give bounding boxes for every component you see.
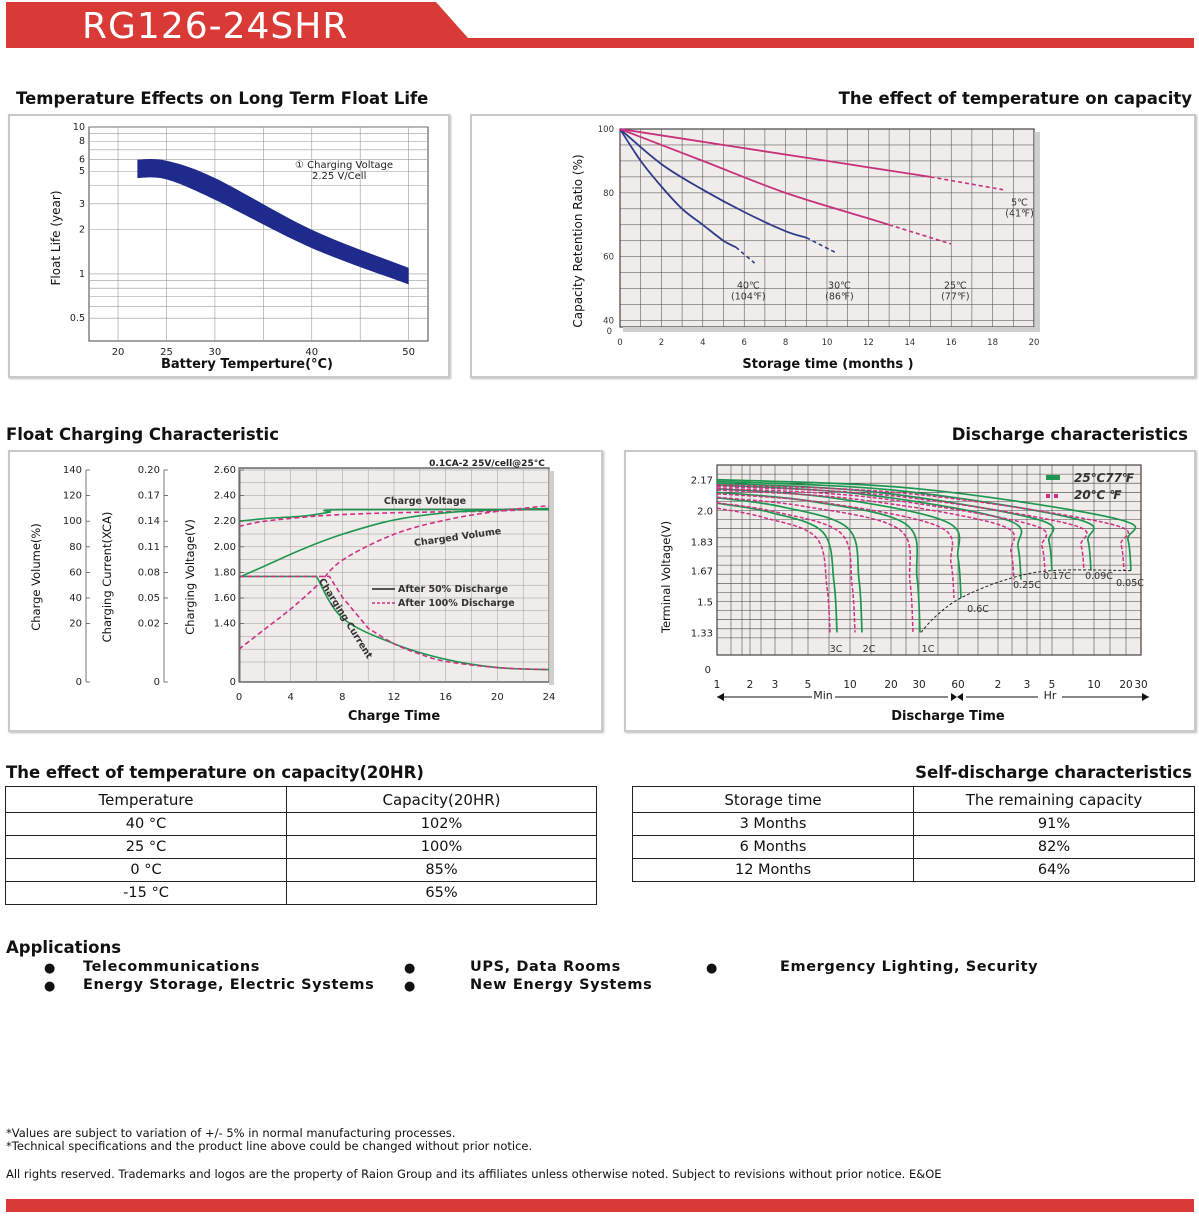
x-tick-label: 30 (1134, 679, 1148, 691)
x-tick-label: 4 (700, 338, 706, 348)
bullet-icon: ● (44, 961, 56, 976)
x-tick-label: 20 (1119, 679, 1133, 691)
bullet-icon: ● (404, 961, 416, 976)
y-tick-label: 2 (78, 224, 85, 236)
x-tick-label: 0 (617, 338, 623, 348)
charged-volume-label: Charged Volume (413, 525, 502, 550)
float-charging-title: Float Charging Characteristic (6, 425, 279, 444)
plot-shadow (1034, 132, 1040, 330)
capacity-retention-chart (472, 116, 1194, 376)
rate-label: 1C (921, 644, 935, 655)
x-tick-label: 40 (305, 347, 319, 358)
table-cell: 3 Months (633, 813, 914, 836)
y-tick-label: 8 (78, 136, 85, 148)
x-tick-label: 20 (884, 679, 898, 691)
x-tick-label: 25 (160, 347, 173, 358)
y-tick-label: 80 (603, 188, 614, 199)
capacity-temp-title: The effect of temperature on capacity (838, 89, 1192, 108)
x-tick-label: 24 (542, 692, 556, 703)
axis-tick-label: 1.80 (213, 567, 236, 579)
axis-tick-label: 2.00 (213, 541, 236, 553)
y-tick-label: 0.5 (69, 313, 85, 325)
axis-tick-label: 2.40 (213, 490, 236, 502)
y-tick-label: 100 (597, 125, 614, 135)
note-specifications: *Technical specifications and the product line above could be changed without prior notice. (6, 1139, 533, 1153)
capacity-table (5, 786, 597, 905)
y-tick-label: 5 (78, 166, 85, 178)
y-tick-label: 1.67 (690, 566, 713, 578)
series-label: 30℃ (828, 280, 851, 292)
x-tick-label: 50 (402, 347, 415, 358)
x-tick-label: 1 (713, 679, 721, 691)
axis-tick-label: 20 (69, 618, 82, 630)
axis-tick-label: 0 (153, 677, 160, 688)
note-variation: *Values are subject to variation of +/- 5% in normal manufacturing processes. (6, 1126, 456, 1140)
discharge-chart (626, 452, 1194, 730)
x-tick-label: 20 (1028, 338, 1040, 348)
x-tick-label: 30 (208, 347, 222, 358)
x-tick-label: 2 (746, 679, 754, 691)
x-tick-label: 60 (951, 679, 965, 691)
axis-tick-label: 0.11 (137, 541, 160, 553)
x-tick-label: 2 (658, 338, 665, 348)
x-tick-label: 5 (1048, 679, 1056, 691)
table-cell: 65% (287, 882, 597, 905)
applications-title: Applications (6, 938, 122, 957)
time-range-arrows (717, 693, 1149, 701)
annotation-line2: 2.25 V/Cell (312, 171, 367, 182)
axis-tick-label: 0.08 (137, 567, 160, 579)
float-life-panel (8, 114, 450, 378)
legend-100-label: After 100% Discharge (398, 598, 515, 609)
table-cell: 6 Months (633, 836, 914, 859)
axis-tick-label: 100 (62, 516, 82, 528)
plot-shadow (549, 471, 554, 685)
table-cell: 25 °C (6, 836, 287, 859)
table-cell: 100% (287, 836, 597, 859)
table-cell: 0 °C (6, 859, 287, 882)
axis-tick-label: 0.14 (137, 516, 160, 528)
unit-min: Min (813, 689, 833, 702)
y-tick-label: 1.5 (697, 597, 713, 609)
series-label: 25℃ (943, 280, 967, 292)
legend-20-swatch-a (1046, 494, 1050, 498)
axis-tick-label: 0.17 (137, 490, 160, 502)
x-tick-label: 12 (862, 338, 874, 348)
bullet-icon: ● (404, 979, 416, 994)
x-ticks (714, 679, 1148, 691)
axis-tick-label: 40 (69, 593, 82, 604)
axis-tick-label: 2.20 (213, 516, 236, 528)
y-tick-label: 3 (78, 198, 85, 210)
x-tick-label: 8 (339, 692, 346, 703)
axis-tick-label: 1.40 (213, 618, 236, 630)
series-sublabel: (41℉) (1005, 208, 1034, 220)
series-sublabel: (77℉) (941, 291, 970, 303)
x-tick-label: 12 (387, 692, 401, 703)
axis-tick-label: 0.05 (137, 593, 160, 604)
y-tick-label: 40 (603, 316, 614, 327)
series-sublabel: (104℉) (731, 291, 766, 303)
x-axis-label: Storage time (months ) (742, 357, 914, 372)
legend-20-label: 20℃ ℉ (1074, 488, 1121, 502)
axis-tick-label: 2.60 (213, 465, 236, 476)
table-cell: 40 °C (6, 813, 287, 836)
discharge-panel (624, 450, 1196, 732)
float-charging-chart (10, 452, 601, 730)
unit-hr: Hr (1043, 689, 1057, 702)
x-tick-label: 10 (843, 679, 857, 691)
series-label: 5℃ (1011, 197, 1028, 209)
y-tick-label: 10 (72, 122, 85, 133)
axis-tick-label: 0 (75, 677, 82, 688)
x-tick-label: 0 (235, 692, 243, 703)
application-item: New Energy Systems (470, 977, 653, 993)
y-tick-label: 0 (606, 327, 612, 337)
rights-notice: All rights reserved. Trademarks and logos are the property of Raion Group and its affiliates unless otherwise noted. Subject to revisions without prior notice. E&OE (6, 1167, 942, 1181)
x-ticks (617, 338, 1039, 348)
bullet-icon: ● (44, 979, 56, 994)
x-tick-label: 14 (904, 338, 916, 348)
x-tick-label: 20 (490, 692, 504, 703)
application-item: Emergency Lighting, Security (780, 959, 1039, 975)
x-axis-label: Charge Time (347, 709, 441, 724)
legend-25-label: 25℃77℉ (1074, 471, 1134, 485)
rate-label: 0.25C (1013, 580, 1041, 591)
application-item: Energy Storage, Electric Systems (83, 977, 375, 993)
axis-tick-label: 0.20 (137, 465, 160, 476)
x-tick-label: 16 (945, 338, 957, 348)
x-tick-label: 2 (994, 679, 1002, 691)
x-tick-label: 30 (912, 679, 926, 691)
legend-25-swatch (1046, 475, 1060, 480)
float-charging-panel (8, 450, 603, 732)
capacity-retention-panel (470, 114, 1196, 378)
y-tick-label: 1 (78, 268, 85, 280)
y-axis-label: Terminal Voltage(V) (659, 520, 673, 634)
x-tick-label: 3 (1023, 679, 1031, 691)
axis-tick-label: 1.60 (213, 593, 236, 604)
table-cell: 102% (287, 813, 597, 836)
rate-label: 3C (829, 644, 843, 655)
axis-tick-label: 120 (62, 490, 82, 502)
y-tick-label: 2.17 (690, 475, 713, 487)
charge-voltage-label: Charge Voltage (383, 496, 467, 507)
y-tick-label: 2.0 (697, 506, 713, 518)
axis-tick-label: 80 (69, 541, 82, 553)
condition-label: 0.1CA-2 25V/cell@25°C (429, 459, 545, 469)
table-cell: 64% (914, 859, 1195, 882)
axis-tick-label: 0 (229, 677, 236, 688)
charging-current-label: Charging Current (315, 576, 375, 661)
table-cell: 85% (287, 859, 597, 882)
x-tick-label: 5 (804, 679, 812, 691)
table-cell: -15 °C (6, 882, 287, 905)
axis2-label: Charging Current(XCA) (100, 511, 114, 643)
x-axis-label: Discharge Time (891, 709, 1005, 724)
axis-tick-label: 140 (62, 465, 82, 476)
rate-label: 0.17C (1043, 571, 1071, 582)
x-tick-label: 3 (771, 679, 779, 691)
x-tick-label: 4 (287, 692, 294, 703)
x-tick-label: 10 (821, 338, 833, 348)
x-tick-label: 16 (439, 692, 453, 703)
self-discharge-title: Self-discharge characteristics (915, 763, 1192, 782)
x-tick-label: 20 (111, 347, 125, 358)
header-temperature: Temperature (6, 787, 287, 813)
x-axis-label: Battery Temperture(°C) (161, 357, 333, 372)
legend-20-swatch-b (1054, 494, 1058, 498)
capacity-table-title: The effect of temperature on capacity(20HR) (6, 763, 424, 782)
header-remaining-capacity: The remaining capacity (914, 787, 1195, 813)
footer-bar (6, 1199, 1194, 1212)
x-tick-label: 8 (782, 338, 789, 348)
discharge-title: Discharge characteristics (951, 425, 1188, 444)
axis3-label: Charging Voltage(V) (183, 519, 197, 635)
y-ticks (70, 122, 85, 324)
axis-tick-label: 60 (69, 567, 82, 579)
series-label: 40℃ (736, 280, 760, 292)
rate-label: 2C (862, 644, 876, 655)
self-discharge-table (632, 786, 1195, 882)
y-tick-label: 0 (704, 665, 711, 676)
y-axis-label: Capacity Retention Ratio (%) (571, 154, 585, 328)
header-capacity: Capacity(20HR) (287, 787, 597, 813)
table-cell: 12 Months (633, 859, 914, 882)
float-life-chart (10, 116, 448, 376)
header-storage-time: Storage time (633, 787, 914, 813)
x-tick-label: 10 (1087, 679, 1101, 691)
series-sublabel: (86℉) (825, 291, 854, 303)
table-cell: 82% (914, 836, 1195, 859)
y-ticks (691, 476, 713, 676)
axis-tick-label: 0.02 (137, 618, 160, 630)
y-tick-label: 1.83 (690, 537, 713, 549)
application-item: Telecommunications (83, 959, 260, 975)
annotation-line1: ① Charging Voltage (295, 160, 394, 171)
y-tick-label: 60 (603, 252, 614, 263)
y-tick-label: 1.33 (690, 628, 713, 640)
axes (63, 465, 244, 688)
axis1-label: Charge Volume(%) (29, 523, 43, 631)
x-tick-label: 18 (987, 338, 999, 348)
application-item: UPS, Data Rooms (470, 959, 621, 975)
x-tick-label: 6 (741, 338, 747, 348)
bullet-icon: ● (706, 961, 718, 976)
rate-label: 0.6C (967, 604, 989, 615)
float-life-title: Temperature Effects on Long Term Float Life (16, 89, 429, 108)
legend-50-label: After 50% Discharge (398, 584, 509, 595)
plot-shadow-bottom (623, 327, 1040, 332)
x-ticks (236, 692, 556, 703)
model-title: RG126-24SHR (82, 6, 349, 47)
y-axis-label: Float Life (year) (49, 190, 63, 286)
rate-label: 0.05C (1116, 578, 1144, 589)
y-tick-label: 6 (78, 154, 85, 166)
table-cell: 91% (914, 813, 1195, 836)
y-ticks (598, 125, 614, 337)
rate-label: 0.09C (1085, 571, 1113, 582)
